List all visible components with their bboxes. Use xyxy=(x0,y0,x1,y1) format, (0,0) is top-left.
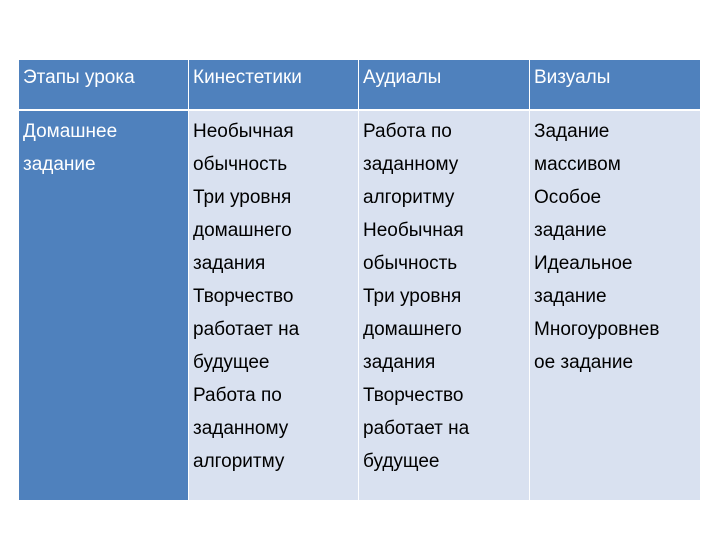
cell-line: задания xyxy=(193,253,266,274)
cell-line: Идеальное xyxy=(534,253,633,274)
header-visuals: Визуалы xyxy=(530,60,700,111)
cell-line: Творчество xyxy=(363,385,464,406)
table-row-homework xyxy=(19,111,700,501)
row-label-line: задание xyxy=(23,154,96,175)
header-stages: Этапы урока xyxy=(19,60,189,111)
row-label-line: Домашнее xyxy=(23,121,118,142)
cell-line: Работа по xyxy=(363,121,452,142)
cell-line: Работа по xyxy=(193,385,282,406)
cell-line: будущее xyxy=(193,352,270,373)
cell-line: Многоуровнев xyxy=(534,319,660,340)
cell-line: алгоритму xyxy=(193,451,285,472)
cell-line: массивом xyxy=(534,154,621,175)
cell-audials xyxy=(359,111,530,501)
cell-line: обычность xyxy=(193,154,288,175)
cell-line: Необычная xyxy=(193,121,294,142)
cell-kinesthetics xyxy=(189,111,359,501)
cell-line: Необычная xyxy=(363,220,464,241)
cell-visuals xyxy=(530,111,700,501)
header-audials: Аудиалы xyxy=(359,60,530,111)
cell-line: домашнего xyxy=(193,220,292,241)
cell-line: задание xyxy=(534,220,607,241)
cell-line: заданному xyxy=(193,418,289,439)
table-header-row xyxy=(19,60,700,111)
cell-line: алгоритму xyxy=(363,187,455,208)
cell-line: работает на xyxy=(363,418,470,439)
lesson-stages-table xyxy=(19,60,700,501)
cell-line: работает на xyxy=(193,319,300,340)
row-label-homework xyxy=(19,111,189,501)
header-kinesthetics: Кинестетики xyxy=(189,60,359,111)
cell-line: задание xyxy=(534,286,607,307)
cell-line: Творчество xyxy=(193,286,294,307)
cell-line: Особое xyxy=(534,187,602,208)
cell-line: будущее xyxy=(363,451,440,472)
cell-line: задания xyxy=(363,352,436,373)
cell-line: домашнего xyxy=(363,319,462,340)
cell-line: Задание xyxy=(534,121,610,142)
cell-line: обычность xyxy=(363,253,458,274)
cell-line: Три уровня xyxy=(363,286,462,307)
cell-line: Три уровня xyxy=(193,187,292,208)
cell-line: заданному xyxy=(363,154,459,175)
cell-line: ое задание xyxy=(534,352,634,373)
